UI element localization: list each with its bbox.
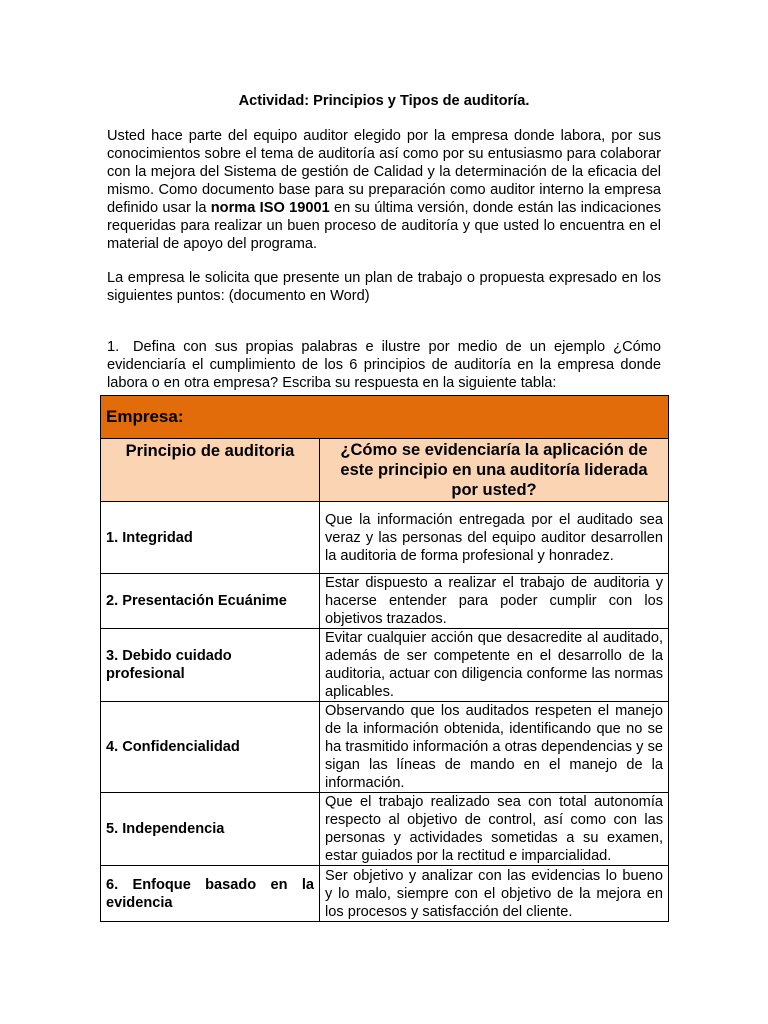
- document-title: Actividad: Principios y Tipos de auditoría.: [238, 93, 530, 109]
- answer-cell: Que la información entregada por el auditado sea veraz y las personas del equipo auditor desarrollen la auditoria de forma profesional y honradez.: [320, 502, 669, 574]
- intro-text-part1: Usted hace parte del equipo auditor elegido por la empresa donde labora, por sus conocimientos sobre el tema de auditoría así como por su entusiasmo para colaborar con la mejora del Sistema de gestión de Calidad y la determinación de la eficacia del mismo. Como documento base para su preparación como auditor interno la empresa definido usar la: [107, 128, 661, 216]
- table-header-row: [101, 439, 669, 502]
- principle-cell: 1. Integridad: [101, 502, 320, 574]
- table-row: [101, 866, 669, 922]
- principle-cell: 2. Presentación Ecuánime: [101, 574, 320, 629]
- principle-cell: 4. Confidencialidad: [101, 702, 320, 793]
- intro-paragraph: [107, 127, 661, 253]
- header-principle: Principio de auditoria: [101, 439, 320, 502]
- answer-cell: Observando que los auditados respeten el manejo de la información obtenida, identificando que no se ha trasmitido información a otras dependencias y se sigan las líneas de mando en el manejo de la información.: [320, 702, 669, 793]
- table-row: [101, 793, 669, 866]
- answer-cell: Ser objetivo y analizar con las evidencias lo bueno y lo malo, siempre con el objetivo de la mejora en los procesos y satisfacción del cliente.: [320, 866, 669, 922]
- table-row: [101, 702, 669, 793]
- request-paragraph: La empresa le solicita que presente un plan de trabajo o propuesta expresado en los siguientes puntos: (documento en Word): [107, 270, 661, 304]
- table-row: [101, 502, 669, 574]
- table-row: [101, 574, 669, 629]
- intro-norm-bold: norma ISO 19001: [210, 200, 330, 216]
- intro-text-part2: en su última versión, donde están las indicaciones requeridas para realizar un buen proceso de auditoría y que usted lo encuentra en el material de apoyo del programa.: [107, 200, 661, 252]
- principle-cell: 5. Independencia: [101, 793, 320, 866]
- principle-cell: 6. Enfoque basado en la evidencia: [101, 866, 320, 922]
- question-1-number: 1.: [107, 339, 120, 355]
- company-label: Empresa:: [101, 396, 669, 439]
- header-evidence: ¿Cómo se evidenciaría la aplicación de este principio en una auditoría liderada por usted?: [320, 439, 669, 502]
- answer-cell: Que el trabajo realizado sea con total autonomía respecto al objetivo de control, así como con las personas y actividades sometidas a su examen, estar guiados por la rectitud e imparcialidad.: [320, 793, 669, 866]
- answer-cell: Evitar cualquier acción que desacredite al auditado, además de ser competente en el desarrollo de la auditoria, actuar con diligencia conforme las normas aplicables.: [320, 629, 669, 702]
- question-1-text: Defina con sus propias palabras e ilustre por medio de un ejemplo ¿Cómo evidenciaría el cumplimiento de los 6 principios de auditoría en la empresa donde labora o en otra empresa? Escriba su respuesta en la siguiente tabla:: [107, 339, 661, 391]
- document-body: [107, 92, 661, 392]
- principle-cell: 3. Debido cuidado profesional: [101, 629, 320, 702]
- answer-cell: Estar dispuesto a realizar el trabajo de auditoria y hacerse entender para poder cumplir con los objetivos trazados.: [320, 574, 669, 629]
- company-row: [101, 396, 669, 439]
- question-1: [107, 338, 661, 392]
- table-row: [101, 629, 669, 702]
- principles-table: [100, 395, 669, 922]
